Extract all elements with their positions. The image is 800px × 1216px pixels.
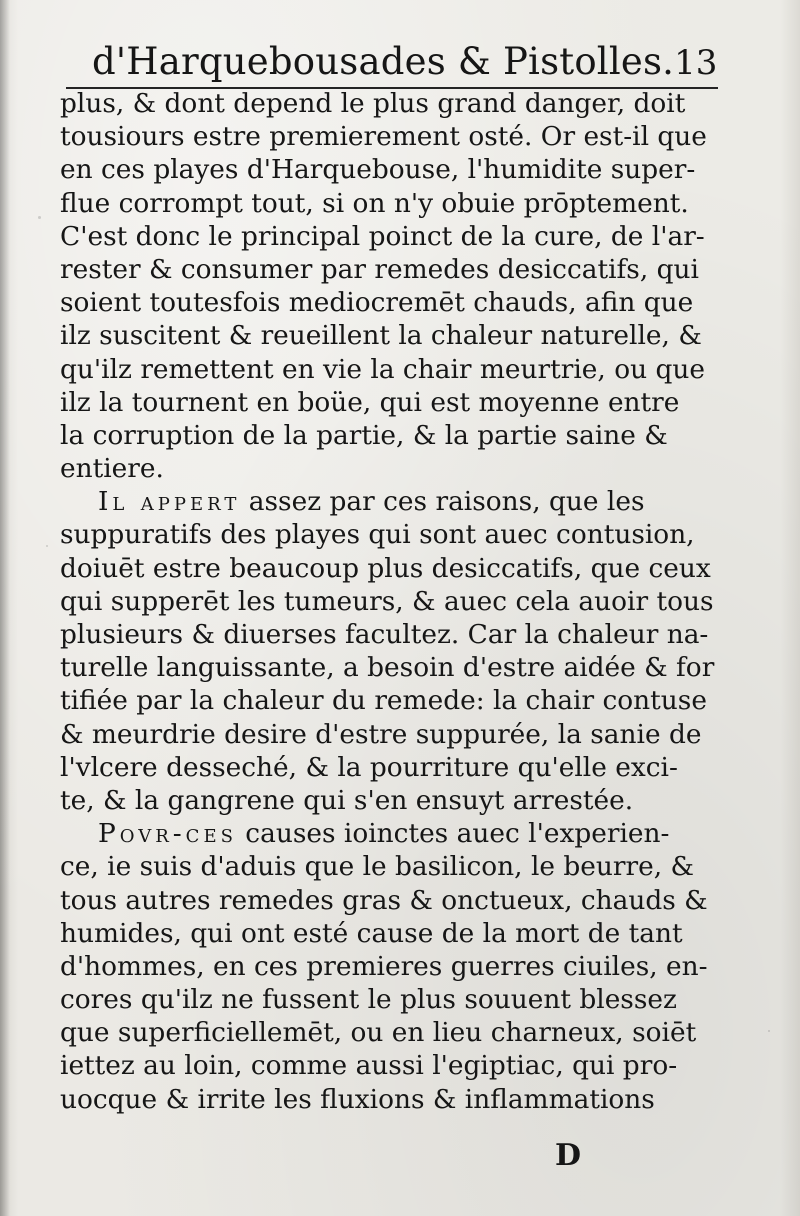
text-line: flue corrompt tout, si on n'y obuie prōptement. [60,187,689,219]
text-line: tifiée par la chaleur du remede: la chair contuse [60,685,707,717]
text-line: iettez au loin, comme aussi l'egiptiac, qui pro- [60,1050,678,1082]
paper-speck [768,1030,770,1032]
text-line: d'hommes, en ces premieres guerres ciuiles, en- [60,950,708,982]
text-line: uocque & irrite les fluxions & inflammations [60,1083,655,1115]
catchword-signature: D [555,1138,582,1173]
text-line: qu'ilz remettent en vie la chair meurtrie, ou que [60,353,705,385]
running-title: d'Harquebousades & Pistolles. [92,40,675,83]
text-line: ilz la tournent en boüe, qui est moyenne entre [60,386,680,418]
text-line: qui supperēt les tumeurs, & auec cela auoir tous [60,585,714,617]
text-line: suppuratifs des playes qui sont auec contusion, [60,519,695,551]
running-header [92,40,718,88]
text-line: tous autres remedes gras & onctueux, chauds & [60,884,708,916]
text-line: te, & la gangrene qui s'en ensuyt arrestée. [60,784,634,816]
paper-speck [46,545,48,547]
text-line: turelle languissante, a besoin d'estre aidée & for [60,652,715,684]
paper-speck [38,216,41,219]
paragraph-lead-word: Il appert [98,486,241,518]
text-line: humides, qui ont esté cause de la mort de tant [60,917,683,949]
text-line: & meurdrie desire d'estre suppurée, la sanie de [60,718,702,750]
paragraph-first-line: Povr-ces causes ioinctes auec l'experien- [98,818,670,850]
text-line: ce, ie suis d'aduis que le basilicon, le beurre, & [60,851,695,883]
text-line: C'est donc le principal poinct de la cure, de l'ar- [60,220,705,252]
text-line: cores qu'ilz ne fussent le plus souuent blessez [60,984,677,1016]
text-line: plusieurs & diuerses facultez. Car la chaleur na- [60,619,709,650]
text-line: rester & consumer par remedes desiccatifs, qui [60,253,699,285]
page-number: 13 [674,43,718,83]
text-line: en ces playes d'Harquebouse, l'humidite super- [60,154,696,186]
paragraph-lead-word: Povr-ces [98,818,237,850]
text-line: ilz suscitent & reueillent la chaleur naturelle, & [60,320,702,352]
text-line: entiere. [60,453,164,485]
page-gutter-shadow [0,0,10,1216]
body-text [60,87,715,1116]
text-line: que superficiellemēt, ou en lieu charneux, soiēt [60,1017,697,1049]
text-line: la corruption de la partie, & la partie saine & [60,419,668,451]
text-line: l'vlcere desseché, & la pourriture qu'elle exci- [60,751,678,783]
paragraph-first-line: Il appert assez par ces raisons, que les [98,486,645,518]
text-line: soient toutesfois mediocremēt chauds, afin que [60,287,694,319]
text-line: doiuēt estre beaucoup plus desiccatifs, que ceux [60,552,711,584]
text-line: plus, & dont depend le plus grand danger, doit [60,88,686,119]
text-line: tousiours estre premierement osté. Or est-il que [60,121,707,153]
